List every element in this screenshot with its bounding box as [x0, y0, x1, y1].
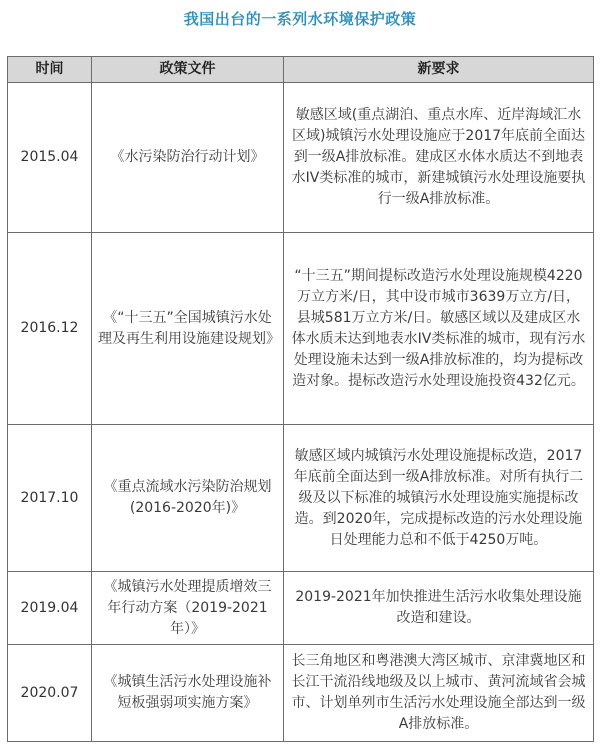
cell-policy-document: 《“十三五”全国城镇污水处理及再生利用设施建设规划》	[92, 233, 284, 425]
cell-date: 2016.12	[8, 233, 92, 425]
cell-policy-document: 《城镇污水处理提质增效三年行动方案（2019-2021年）》	[92, 572, 284, 645]
cell-requirement: 2019-2021年加快推进生活污水收集处理设施改造和建设。	[284, 572, 594, 645]
header-time: 时间	[8, 57, 92, 83]
page-title: 我国出台的一系列水环境保护政策	[183, 10, 417, 28]
table-row	[8, 572, 594, 645]
cell-date: 2015.04	[8, 83, 92, 233]
header-new-requirement: 新要求	[284, 57, 594, 83]
table-header-row	[8, 57, 594, 83]
cell-policy-document: 《水污染防治行动计划》	[92, 83, 284, 233]
cell-requirement: 敏感区域(重点湖泊、重点水库、近岸海域汇水区域)城镇污水处理设施应于2017年底前全面达到一级A排放标准。建成区水体水质达不到地表水IV类标准的城市，新建城镇污水处理设施要执行一级A排放标准。	[284, 83, 594, 233]
policy-table	[7, 56, 594, 742]
header-policy-document: 政策文件	[92, 57, 284, 83]
table-row	[8, 645, 594, 742]
table-row	[8, 425, 594, 572]
cell-requirement: 长三角地区和粤港澳大湾区城市、京津冀地区和长江干流沿线地级及以上城市、黄河流域省会城市、计划单列市生活污水处理设施全部达到一级A排放标准。	[284, 645, 594, 742]
cell-policy-document: 《城镇生活污水处理设施补短板强弱项实施方案》	[92, 645, 284, 742]
cell-requirement: “十三五”期间提标改造污水处理设施规模4220万立方米/日，其中设市城市3639万立方/日，县城581万立方米/日。敏感区域以及建成区水体水质未达到地表水IV类标准的城市，现有污水处理设施未达到一级A排放标准的，均为提标改造对象。提标改造污水处理设施投资432亿元。	[284, 233, 594, 425]
cell-date: 2017.10	[8, 425, 92, 572]
cell-requirement: 敏感区域内城镇污水处理设施提标改造，2017年底前全面达到一级A排放标准。对所有执行二级及以下标准的城镇污水处理设施实施提标改造。到2020年，完成提标改造的污水处理设施日处理能力总和不低于4250万吨。	[284, 425, 594, 572]
cell-date: 2019.04	[8, 572, 92, 645]
table-row	[8, 83, 594, 233]
cell-policy-document: 《重点流域水污染防治规划(2016-2020年)》	[92, 425, 284, 572]
cell-date: 2020.07	[8, 645, 92, 742]
table-row	[8, 233, 594, 425]
